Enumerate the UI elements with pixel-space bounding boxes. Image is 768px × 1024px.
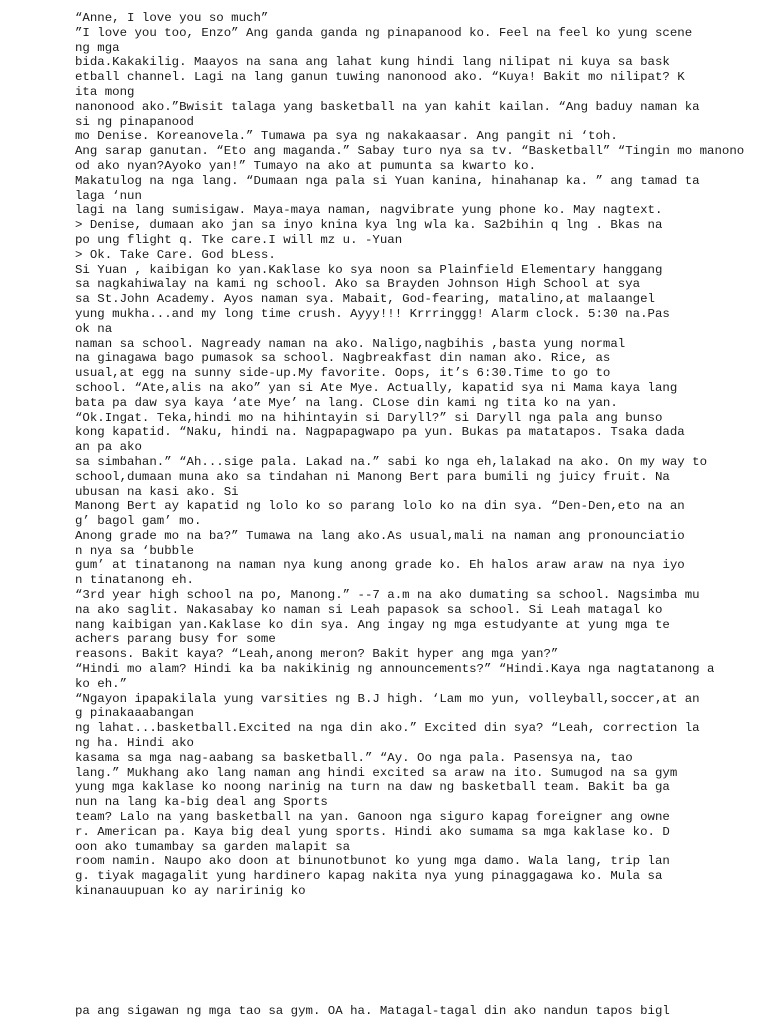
text-line: od ako nyan?Ayoko yan!” Tumayo na ako at pumunta sa kwarto ko. [75,158,537,173]
text-line: ng ha. Hindi ako [75,736,194,751]
text-line: ”I love you too, Enzo” Ang ganda ganda ng pinapanood ko. Feel na feel ko yung scene [75,25,693,40]
text-line: laga ‘nun [75,188,142,203]
text-line: nun na lang ka-big deal ang Sports [75,795,328,810]
text-line: > Ok. Take Care. God bLess. [75,247,276,262]
text-line: achers parang busy for some [75,632,276,647]
text-line: na ako saglit. Nakasabay ko naman si Leah papasok sa school. Si Leah matagal ko [75,602,663,617]
text-line: kong kapatid. “Naku, hindi na. Nagpapagwapo pa yun. Bukas pa matatapos. Tsaka dada [75,425,685,440]
text-line: n tinatanong eh. [75,573,194,588]
text-line: naman sa school. Nagready naman na ako. Naligo,nagbihis ,basta yung normal [75,336,626,351]
text-line: reasons. Bakit kaya? “Leah,anong meron? Bakit hyper ang mga yan?” [75,647,559,662]
text-line: ng mga [75,40,120,55]
text-line: “3rd year high school na po, Manong.” --7 a.m na ako dumating sa school. Nagsimba mu [75,588,700,603]
text-line: Si Yuan , kaibigan ko yan.Kaklase ko sya noon sa Plainfield Elementary hanggang [75,262,663,277]
text-line: “Hindi mo alam? Hindi ka ba nakikinig ng announcements?” “Hindi.Kaya nga nagtatanong a [75,662,715,677]
story-text [75,11,765,899]
text-line: Anong grade mo na ba?” Tumawa na lang ako.As usual,mali na naman ang pronounciatio [75,528,685,543]
text-line: bida.Kakakilig. Maayos na sana ang lahat kung hindi lang nilipat ni kuya sa bask [75,55,670,70]
text-line: g’ bagol gam’ mo. [75,514,202,529]
text-line: lagi na lang sumisigaw. Maya-maya naman, nagvibrate yung phone ko. May nagtext. [75,203,663,218]
text-line: gum’ at tinatanong na naman nya kung anong grade ko. Eh halos araw araw na nya iyo [75,558,685,573]
text-line: g. tiyak magagalit yung hardinero kapag nakita nya yung pinaggagawa ko. Mula sa [75,869,663,884]
text-line: ko eh.” [75,676,128,691]
text-line: pa ang sigawan ng mga tao sa gym. OA ha. Matagal-tagal din ako nandun tapos bigl [75,1004,670,1018]
text-line: ng lahat...basketball.Excited na nga din ako.” Excited din sya? “Leah, correction la [75,721,700,736]
text-line: an pa ako [75,440,142,455]
text-line: yung mukha...and my long time crush. Ayyy!!! Krrringgg! Alarm clock. 5:30 na.Pas [75,306,670,321]
text-line: ok na [75,321,113,336]
text-line: po ung flight q. Tke care.I will mz u. -Yuan [75,232,403,247]
text-line: nanonood ako.”Bwisit talaga yang basketball na yan kahit kailan. “Ang baduy naman ka [75,99,700,114]
text-line: sa St.John Academy. Ayos naman sya. Mabait, God-fearing, matalino,at malaangel [75,292,655,307]
text-line: ita mong [75,84,135,99]
text-line: usual,at egg na sunny side-up.My favorite. Oops, it’s 6:30.Time to go to [75,366,611,381]
text-line: kinanauupuan ko ay naririnig ko [75,884,306,899]
text-line: sa simbahan.” “Ah...sige pala. Lakad na.” sabi ko nga eh,lalakad na ako. On my way to [75,454,708,469]
text-line: ubusan na kasi ako. Si [75,484,239,499]
text-line: “Ok.Ingat. Teka,hindi mo na hihintayin si Daryll?” si Daryll nga pala ang bunso [75,410,663,425]
text-line: nang kaibigan yan.Kaklase ko din sya. Ang ingay ng mga estudyante at yung mga te [75,617,670,632]
text-line: oon ako tumambay sa garden malapit sa [75,839,351,854]
text-line: lang.” Mukhang ako lang naman ang hindi excited sa araw na ito. Sumugod na sa gym [75,765,678,780]
text-line: sa nagkahiwalay na kami ng school. Ako sa Brayden Johnson High School at sya [75,277,641,292]
text-line: Ang sarap ganutan. “Eto ang maganda.” Sabay turo nya sa tv. “Basketball” “Tingin mo manono [75,144,745,159]
text-line: si ng pinapanood [75,114,194,129]
text-line: “Anne, I love you so much” [75,11,269,25]
story-continuation [75,1004,765,1019]
text-line: bata pa daw sya kaya ‘ate Mye’ na lang. CLose din kami ng tita ko na yan. [75,395,618,410]
text-line: Manong Bert ay kapatid ng lolo ko so parang lolo ko na din sya. “Den-Den,eto na an [75,499,685,514]
text-line: n nya sa ‘bubble [75,543,194,558]
text-line: school. “Ate,alis na ako” yan si Ate Mye. Actually, kapatid sya ni Mama kaya lang [75,380,678,395]
text-line: kasama sa mga nag-aabang sa basketball.” “Ay. Oo nga pala. Pasensya na, tao [75,750,633,765]
text-line: g pinakaaabangan [75,706,194,721]
text-line: etball channel. Lagi na lang ganun tuwing nanonood ako. “Kuya! Bakit mo nilipat? K [75,70,685,85]
text-line: Makatulog na nga lang. “Dumaan nga pala si Yuan kanina, hinahanap ka. ” ang tamad ta [75,173,700,188]
text-line: > Denise, dumaan ako jan sa inyo knina kya lng wla ka. Sa2bihin q lng . Bkas na [75,218,663,233]
text-line: r. American pa. Kaya big deal yung sports. Hindi ako sumama sa mga kaklase ko. D [75,824,670,839]
text-line: team? Lalo na yang basketball na yan. Ganoon nga siguro kapag foreigner ang owne [75,810,670,825]
text-line: mo Denise. Koreanovela.” Tumawa pa sya ng nakakaasar. Ang pangit ni ‘toh. [75,129,618,144]
text-line: room namin. Naupo ako doon at binunotbunot ko yung mga damo. Wala lang, trip lan [75,854,670,869]
text-line: school,dumaan muna ako sa tindahan ni Manong Bert para bumili ng juicy fruit. Na [75,469,670,484]
text-line: na ginagawa bago pumasok sa school. Nagbreakfast din naman ako. Rice, as [75,351,611,366]
text-line: yung mga kaklase ko noong narinig na turn na daw ng basketball team. Bakit ba ga [75,780,670,795]
text-line: “Ngayon ipapakilala yung varsities ng B.J high. ‘Lam mo yun, volleyball,soccer,at an [75,691,700,706]
